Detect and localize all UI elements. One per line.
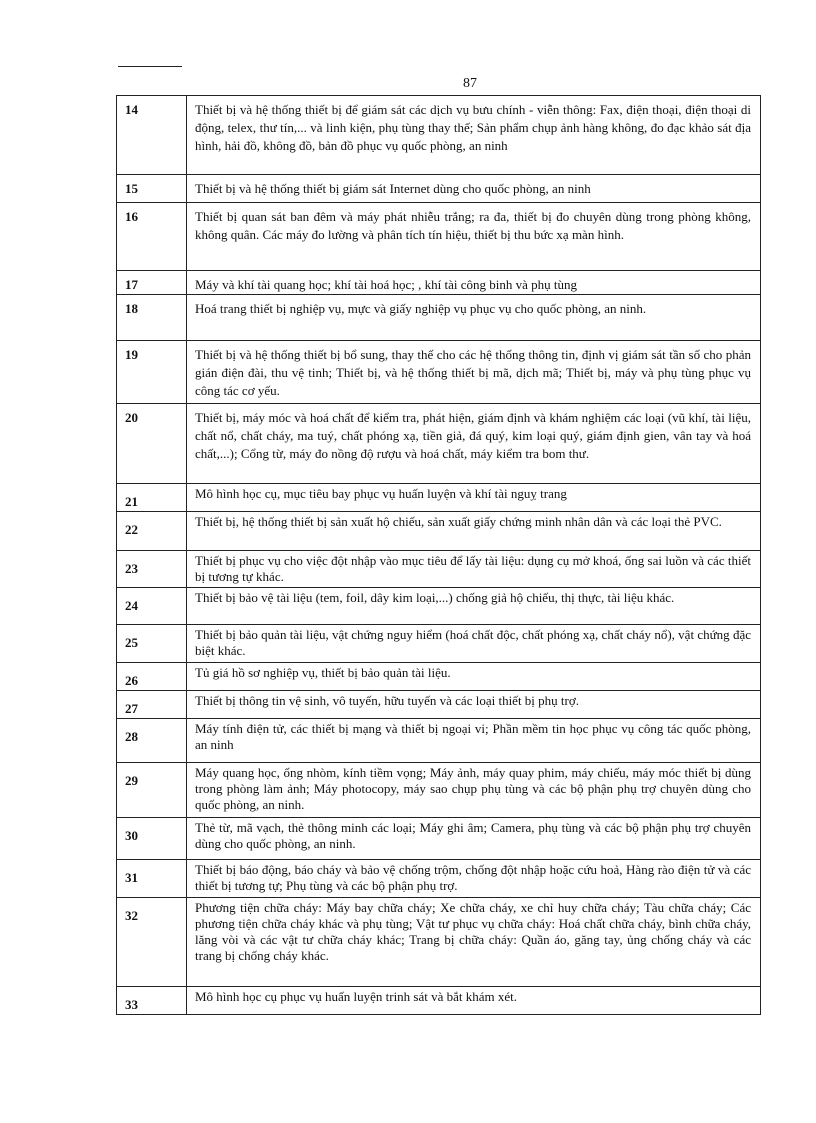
row-number: 31 <box>117 860 187 898</box>
row-number: 20 <box>117 404 187 484</box>
row-number: 22 <box>117 512 187 551</box>
table-row <box>117 625 761 663</box>
table-row <box>117 96 761 175</box>
row-description: Hoá trang thiết bị nghiệp vụ, mực và giấy nghiệp vụ phục vụ cho quốc phòng, an ninh. <box>187 295 761 341</box>
row-number: 24 <box>117 588 187 625</box>
row-description: Thiết bị bảo vệ tài liệu (tem, foil, dây kim loại,...) chống giả hộ chiếu, thị thực, tài liệu khác. <box>187 588 761 625</box>
table-row <box>117 588 761 625</box>
row-description: Thiết bị báo động, báo cháy và bảo vệ chống trộm, chống đột nhập hoặc cứu hoả, Hàng rào điện tử và các thiết bị tương tự; Phụ tùng và các bộ phận phụ trợ. <box>187 860 761 898</box>
row-number: 30 <box>117 818 187 860</box>
table-row <box>117 271 761 295</box>
table-row <box>117 512 761 551</box>
row-description: Thiết bị và hệ thống thiết bị để giám sát các dịch vụ bưu chính - viễn thông: Fax, điện thoại, điện thoại di động, telex, thư tín,... và linh kiện, phụ tùng thay thế; Sản phẩm chụp ảnh hàng không, đo đạc khảo sát địa hình, hải đồ, không đồ, bản đồ phục vụ quốc phòng, an ninh <box>187 96 761 175</box>
table-row <box>117 763 761 818</box>
row-description: Thiết bị, máy móc và hoá chất để kiểm tra, phát hiện, giám định và khám nghiệm các loại (vũ khí, tài liệu, chất nổ, chất cháy, ma tuý, chất phóng xạ, tiền giả, đá quý, kim loại quý, giám định gien, vân tay và hoá chất,...); Cổng từ, máy đo nồng độ rượu và hoá chất, máy kiểm tra bom thư. <box>187 404 761 484</box>
row-description: Thiết bị và hệ thống thiết bị bổ sung, thay thế cho các hệ thống thông tin, định vị giám sát tần số cho phản gián điện đài, thu vệ tinh; Thiết bị, và hệ thống thiết bị mã, dịch mã; Thiết bị, máy và phụ tùng phục vụ công tác cơ yếu. <box>187 341 761 404</box>
row-description: Tủ giá hồ sơ nghiệp vụ, thiết bị bảo quản tài liệu. <box>187 663 761 691</box>
table-row <box>117 404 761 484</box>
row-description: Thiết bị thông tin vệ sinh, vô tuyến, hữu tuyến và các loại thiết bị phụ trợ. <box>187 691 761 719</box>
row-description: Thiết bị và hệ thống thiết bị giám sát Internet dùng cho quốc phòng, an ninh <box>187 175 761 203</box>
table-row <box>117 551 761 588</box>
table-row <box>117 691 761 719</box>
row-description: Thiết bị quan sát ban đêm và máy phát nhiễu trắng; ra đa, thiết bị đo chuyên dùng trong phòng không, không quân. Các máy đo lường và phân tích tín hiệu, thiết bị thu bức xạ màn hình. <box>187 203 761 271</box>
row-number: 19 <box>117 341 187 404</box>
row-number: 25 <box>117 625 187 663</box>
table-row <box>117 663 761 691</box>
table-row <box>117 295 761 341</box>
row-number: 28 <box>117 719 187 763</box>
row-description: Máy tính điện tử, các thiết bị mạng và thiết bị ngoại vi; Phần mềm tin học phục vụ công tác quốc phòng, an ninh <box>187 719 761 763</box>
row-description: Phương tiện chữa cháy: Máy bay chữa cháy; Xe chữa cháy, xe chỉ huy chữa cháy; Tàu chữa cháy; Các phương tiện chữa cháy khác và phụ tùng; Vật tư phục vụ chữa cháy: Hoá chất chữa cháy, bình chữa cháy, lăng vòi và các vật tư chữa cháy khác; Trang bị chữa cháy: Quần áo, găng tay, ủng chống cháy và các trang bị chống cháy khác. <box>187 898 761 987</box>
row-description: Máy và khí tài quang học; khí tài hoá học; , khí tài công binh và phụ tùng <box>187 271 761 295</box>
row-description: Thiết bị bảo quản tài liệu, vật chứng nguy hiểm (hoá chất độc, chất phóng xạ, chất cháy nổ), vật chứng đặc biệt khác. <box>187 625 761 663</box>
table-row <box>117 719 761 763</box>
row-number: 15 <box>117 175 187 203</box>
row-description: Máy quang học, ống nhòm, kính tiềm vọng; Máy ảnh, máy quay phim, máy chiếu, máy móc thiết bị dùng trong phòng làm ảnh; Máy photocopy, máy sao chụp phụ tùng và các bộ phận phụ trợ chuyên dùng cho quốc phòng, an ninh. <box>187 763 761 818</box>
row-number: 29 <box>117 763 187 818</box>
row-description: Thẻ từ, mã vạch, thẻ thông minh các loại; Máy ghi âm; Camera, phụ tùng và các bộ phận phụ trợ chuyên dùng cho quốc phòng, an ninh. <box>187 818 761 860</box>
table-row <box>117 898 761 987</box>
row-description: Mô hình học cụ phục vụ huấn luyện trinh sát và bắt khám xét. <box>187 987 761 1015</box>
table-row <box>117 484 761 512</box>
row-number: 16 <box>117 203 187 271</box>
row-description: Mô hình học cụ, mục tiêu bay phục vụ huấn luyện và khí tài nguỵ trang <box>187 484 761 512</box>
table-row <box>117 341 761 404</box>
table-row <box>117 860 761 898</box>
table-row <box>117 175 761 203</box>
row-number: 27 <box>117 691 187 719</box>
row-number: 26 <box>117 663 187 691</box>
row-number: 33 <box>117 987 187 1015</box>
row-number: 17 <box>117 271 187 295</box>
top-rule <box>118 66 182 67</box>
row-number: 32 <box>117 898 187 987</box>
row-description: Thiết bị, hệ thống thiết bị sản xuất hộ chiếu, sản xuất giấy chứng minh nhân dân và các loại thẻ PVC. <box>187 512 761 551</box>
row-number: 18 <box>117 295 187 341</box>
page-number: 87 <box>463 76 477 91</box>
row-description: Thiết bị phục vụ cho việc đột nhập vào mục tiêu để lấy tài liệu: dụng cụ mở khoá, ống sai luồn và các thiết bị tương tự khác. <box>187 551 761 588</box>
table-row <box>117 818 761 860</box>
row-number: 14 <box>117 96 187 175</box>
row-number: 23 <box>117 551 187 588</box>
table-row <box>117 987 761 1015</box>
table-row <box>117 203 761 271</box>
row-number: 21 <box>117 484 187 512</box>
equipment-table <box>116 95 761 1015</box>
